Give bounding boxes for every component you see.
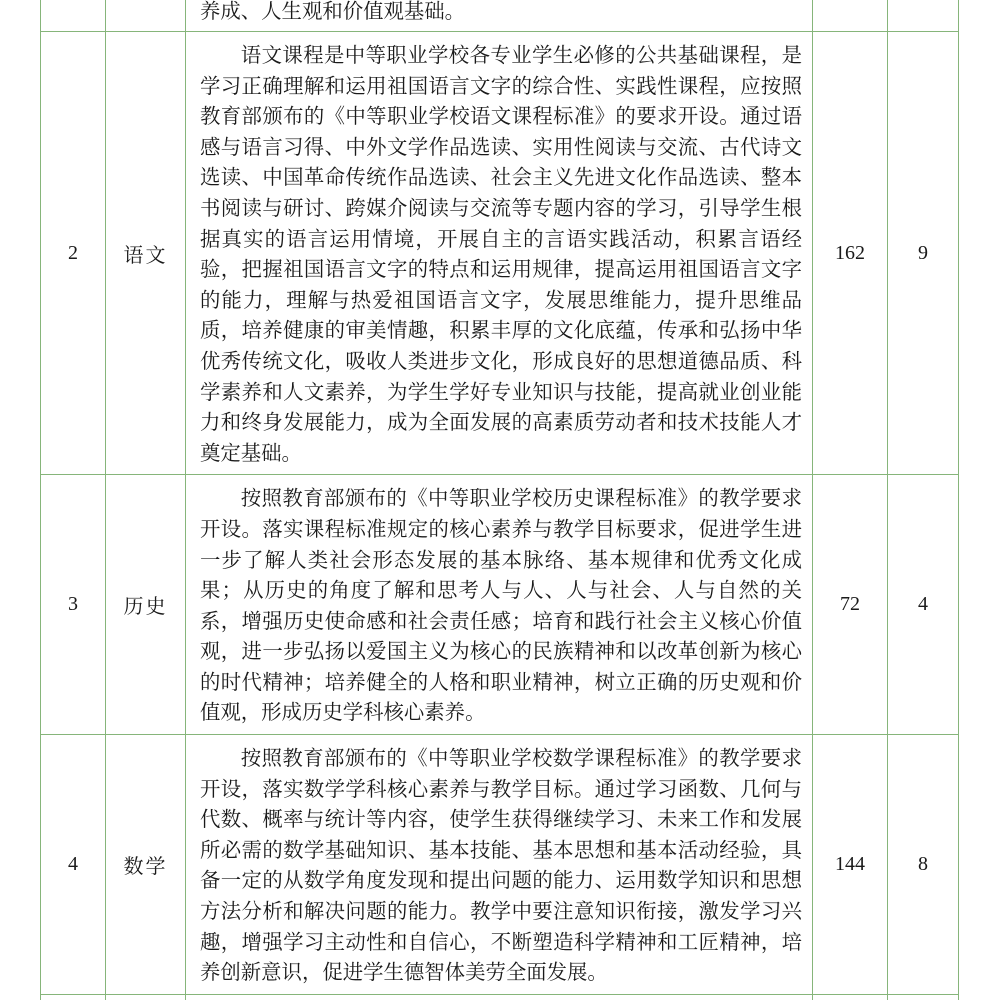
description-text: 养成、人生观和价值观基础。 (200, 0, 466, 24)
number-cell (41, 994, 106, 1000)
description-text: 语文课程是中等职业学校各专业学生必修的公共基础课程，是学习正确理解和运用祖国语言文字的综合性、实践性课程，应按照教育部颁布的《中等职业学校语文课程标准》的要求开设。通过语感与语言习得、中外文学作品选读、实用性阅读与交流、古代诗文选读、中国革命传统作品选读、社会主义先进文化作品选读、整本书阅读与研讨、跨媒介阅读与交流等专题内容的学习，引导学生根据真实的语言运用情境，开展自主的言语实践活动，积累言语经验，把握祖国语言文字的特点和运用规律，提高运用祖国语言文字的能力，理解与热爱祖国语言文字，发展思维能力，提升思维品质，培养健康的审美情趣，积累丰厚的文化底蕴，传承和弘扬中华优秀传统文化，吸收人类进步文化，形成良好的思想道德品质、科学素养和人文素养，为学生学好专业知识与技能，提高就业创业能力和终身发展能力，成为全面发展的高素质劳动者和技术技能人才奠定基础。 (200, 43, 802, 465)
number-cell (41, 0, 106, 32)
course-name: 语文 (106, 32, 186, 475)
course-hours: 162 (813, 32, 888, 475)
table-row (41, 475, 959, 735)
description-cell (186, 475, 813, 735)
description-text: 按照教育部颁布的《中等职业学校历史课程标准》的教学要求开设。落实课程标准规定的核心素养与教学目标要求，促进学生进一步了解人类社会形态发展的基本脉络、基本规律和优秀文化成果；从历史的角度了解和思考人与人、人与社会、人与自然的关系，增强历史使命感和社会责任感；培育和践行社会主义核心价值观，进一步弘扬以爱国主义为核心的民族精神和以改革创新为核心的时代精神；培养健全的人格和职业精神，树立正确的历史观和价值观，形成历史学科核心素养。 (200, 486, 802, 725)
course-name: 数学 (106, 735, 186, 995)
course-credits: 8 (888, 735, 959, 995)
table-row-tail (41, 994, 959, 1000)
hours-cell (813, 994, 888, 1000)
table-row (41, 735, 959, 995)
description-text: 按照教育部颁布的《中等职业学校数学课程标准》的教学要求开设，落实数学学科核心素养与教学目标。通过学习函数、几何与代数、概率与统计等内容，使学生获得继续学习、未来工作和发展所必需的数学基础知识、基本技能、基本思想和基本活动经验，具备一定的从数学角度发现和提出问题的能力、运用数学知识和思想方法分析和解决问题的能力。教学中要注意知识衔接，激发学习兴趣，增强学习主动性和自信心，不断塑造科学精神和工匠精神，培养创新意识，促进学生德智体美劳全面发展。 (200, 746, 802, 985)
course-hours: 72 (813, 475, 888, 735)
course-name: 历史 (106, 475, 186, 735)
credits-cell (888, 0, 959, 32)
course-hours: 144 (813, 735, 888, 995)
course-name-cell (106, 0, 186, 32)
course-credits: 4 (888, 475, 959, 735)
row-number: 4 (41, 735, 106, 995)
description-cell (186, 32, 813, 475)
row-number: 3 (41, 475, 106, 735)
hours-cell (813, 0, 888, 32)
row-number: 2 (41, 32, 106, 475)
credits-cell (888, 994, 959, 1000)
table-row-clipped (41, 0, 959, 32)
description-cell (186, 994, 813, 1000)
course-table (40, 0, 959, 1000)
course-name-cell (106, 994, 186, 1000)
description-cell (186, 0, 813, 32)
course-credits: 9 (888, 32, 959, 475)
description-cell (186, 735, 813, 995)
table-row (41, 32, 959, 475)
